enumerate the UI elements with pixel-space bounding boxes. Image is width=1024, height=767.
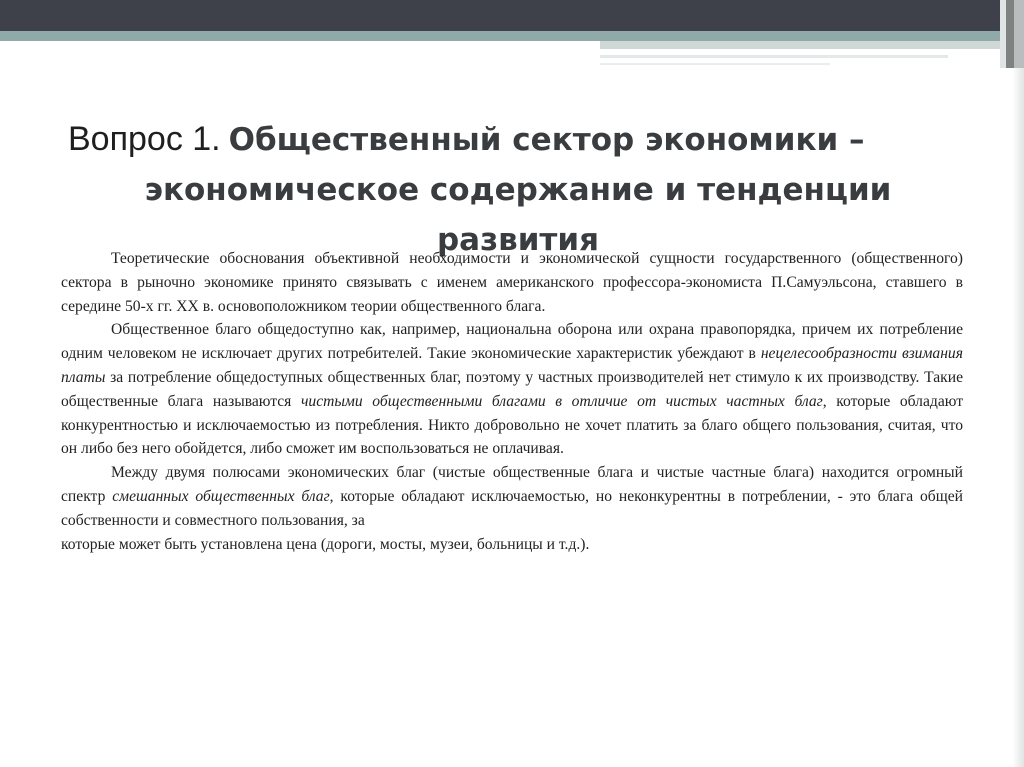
p2-italic-b: чистыми общественными благами в отличие от чистых частных благ [300, 392, 823, 410]
p2-text-a: Общественное благо общедоступно как, например, национальна оборона или охрана правопорядка, причем их потребление одним человеком не исключает других потребителей. Такие экономические характеристик убеждают в [61, 321, 963, 363]
title-text-3: развития [436, 222, 600, 258]
right-stripe-c [1014, 0, 1024, 68]
slide-title [68, 117, 968, 268]
top-light-bar [600, 41, 1000, 49]
title-text-1: Общественный сектор экономики – [228, 122, 865, 158]
right-edge-shadow [1012, 68, 1024, 767]
title-text-2: экономическое содержание и тенденции [144, 172, 892, 208]
top-dark-bar [0, 0, 1000, 31]
top-thin-line-2 [600, 63, 830, 65]
p3-text-a: Между двумя полюсами экономических благ (чистые общественные блага и чистые частные блага) находится огромный спектр [61, 464, 963, 505]
paragraph-3-end: которые может быть установлена цена (дороги, мосты, музеи, больницы и т.д.). [61, 535, 590, 553]
title-line-1 [68, 117, 968, 168]
paragraph-1: Теоретические обоснования объективной необходимости и экономической сущности государственного (общественного) сектора в рыночно экономике принято связывать с именем американского профессора-экономиста П.Самуэльсона, ставшего в середине 50-х гг. XX в. основоположником теории общественного блага. [61, 250, 963, 315]
slide-body [61, 247, 963, 556]
title-prefix: Вопрос 1. [68, 120, 221, 158]
p3-italic-a: смешанных общественных благ [112, 487, 330, 505]
paragraph-2 [61, 318, 963, 461]
p2-text-b: за потребление общедоступных общественных благ, поэтому у частных производителей нет стимуло к их производству. Такие общественные блага называются [61, 368, 963, 410]
p3-text-b: , которые обладают исключаемостью, но неконкурентны в потреблении, - это блага общей собственности и совместного пользования, за [61, 487, 964, 529]
p2-text-c: , которые обладают конкурентностью и исключаемостью из потребления. Никто добровольно не хочет платить за благо общего пользования, считая, что он либо без него обойдется, либо сможет им воспользоваться не оплачивая. [61, 392, 964, 458]
top-thin-line [600, 55, 948, 58]
right-stripe-b [1006, 0, 1014, 68]
top-teal-bar [0, 31, 1000, 41]
paragraph-3 [61, 461, 963, 532]
p2-italic-a: нецелесообразности взимания платы [61, 345, 963, 386]
